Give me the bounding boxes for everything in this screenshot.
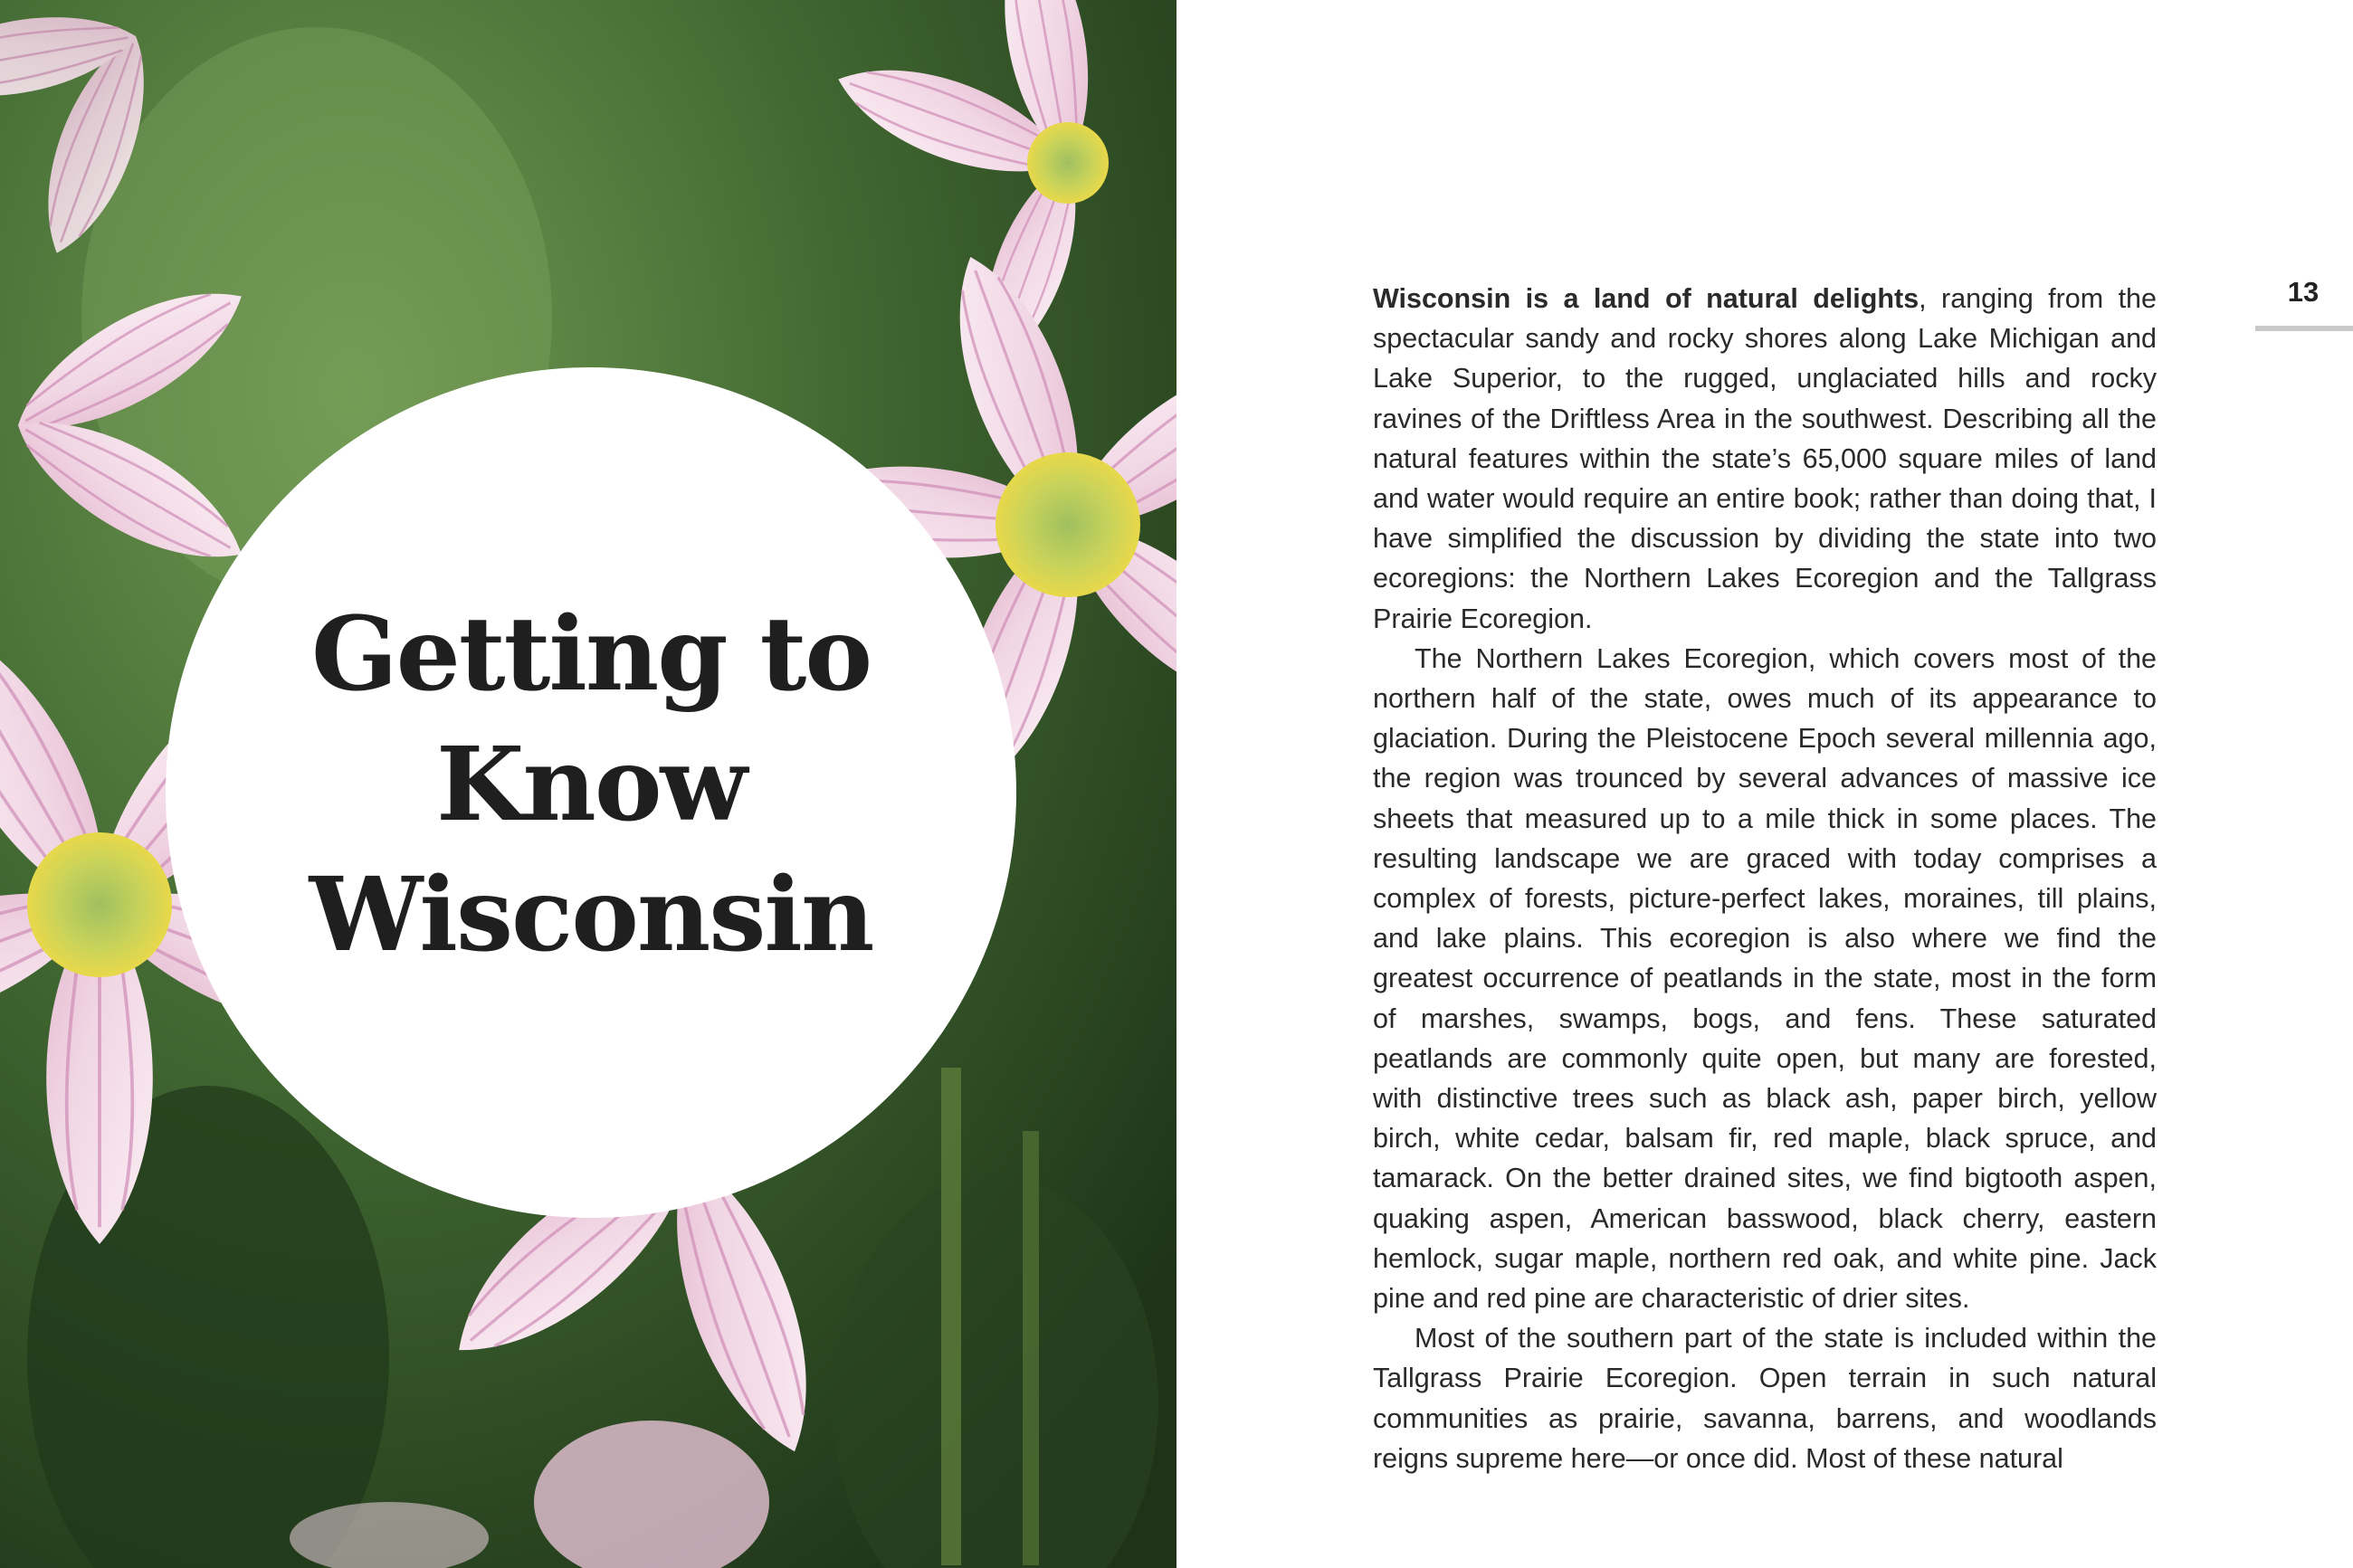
page-number: 13 <box>2287 276 2320 308</box>
paragraph-1 <box>1373 279 2157 639</box>
chapter-title-line-2: Wisconsin <box>309 856 873 974</box>
flower-photo <box>0 0 1176 1568</box>
paragraph-1-text: , ranging from the spectacular sandy and rocky shores along Lake Michigan and Lake Superior, to the rugged, unglaciated hills and rocky ravines of the Driftless Area in the southwest. Describing all the natural features within the state’s 65,000 square miles of land and water would require an entire book; rather than doing that, I have simplified the discussion by dividing the state into two ecoregions: the Northern Lakes Ecoregion and the Tallgrass Prairie Ecoregion. <box>1373 283 2157 634</box>
chapter-title-line-1: Getting to Know <box>310 595 872 844</box>
paragraph-2: The Northern Lakes Ecoregion, which covers most of the northern half of the state, owes much of its appearance to glaciation. During the Pleistocene Epoch several millennia ago, the region was trounced by several advances of massive ice sheets that measured up to a mile thick in some places. The resulting landscape we are graced with today comprises a complex of forests, picture-perfect lakes, moraines, till plains, and lake plains. This ecoregion is also where we find the greatest occurrence of peatlands in the state, most in the form of marshes, swamps, bogs, and fens. These saturated peatlands are commonly quite open, but many are forested, with distinctive trees such as black ash, paper birch, yellow birch, white cedar, balsam fir, red maple, black spruce, and tamarack. On the better drained sites, we find bigtooth aspen, quaking aspen, American basswood, black cherry, eastern hemlock, sugar maple, northern red oak, and white pine. Jack pine and red pine are characteristic of drier sites. <box>1373 642 2157 1315</box>
page-number-rule <box>2255 326 2353 331</box>
lead-in: Wisconsin is a land of natural delights <box>1373 283 1920 314</box>
body-text <box>1373 279 2157 1478</box>
paragraph-3: Most of the southern part of the state is included within the Tallgrass Prairie Ecoregion. Open terrain in such natural communities as prairie, savanna, barrens, and woodlands reigns supreme here—or once did. Most of these natural <box>1373 1323 2157 1474</box>
title-circle <box>166 367 1016 1218</box>
chapter-title <box>166 590 1016 981</box>
